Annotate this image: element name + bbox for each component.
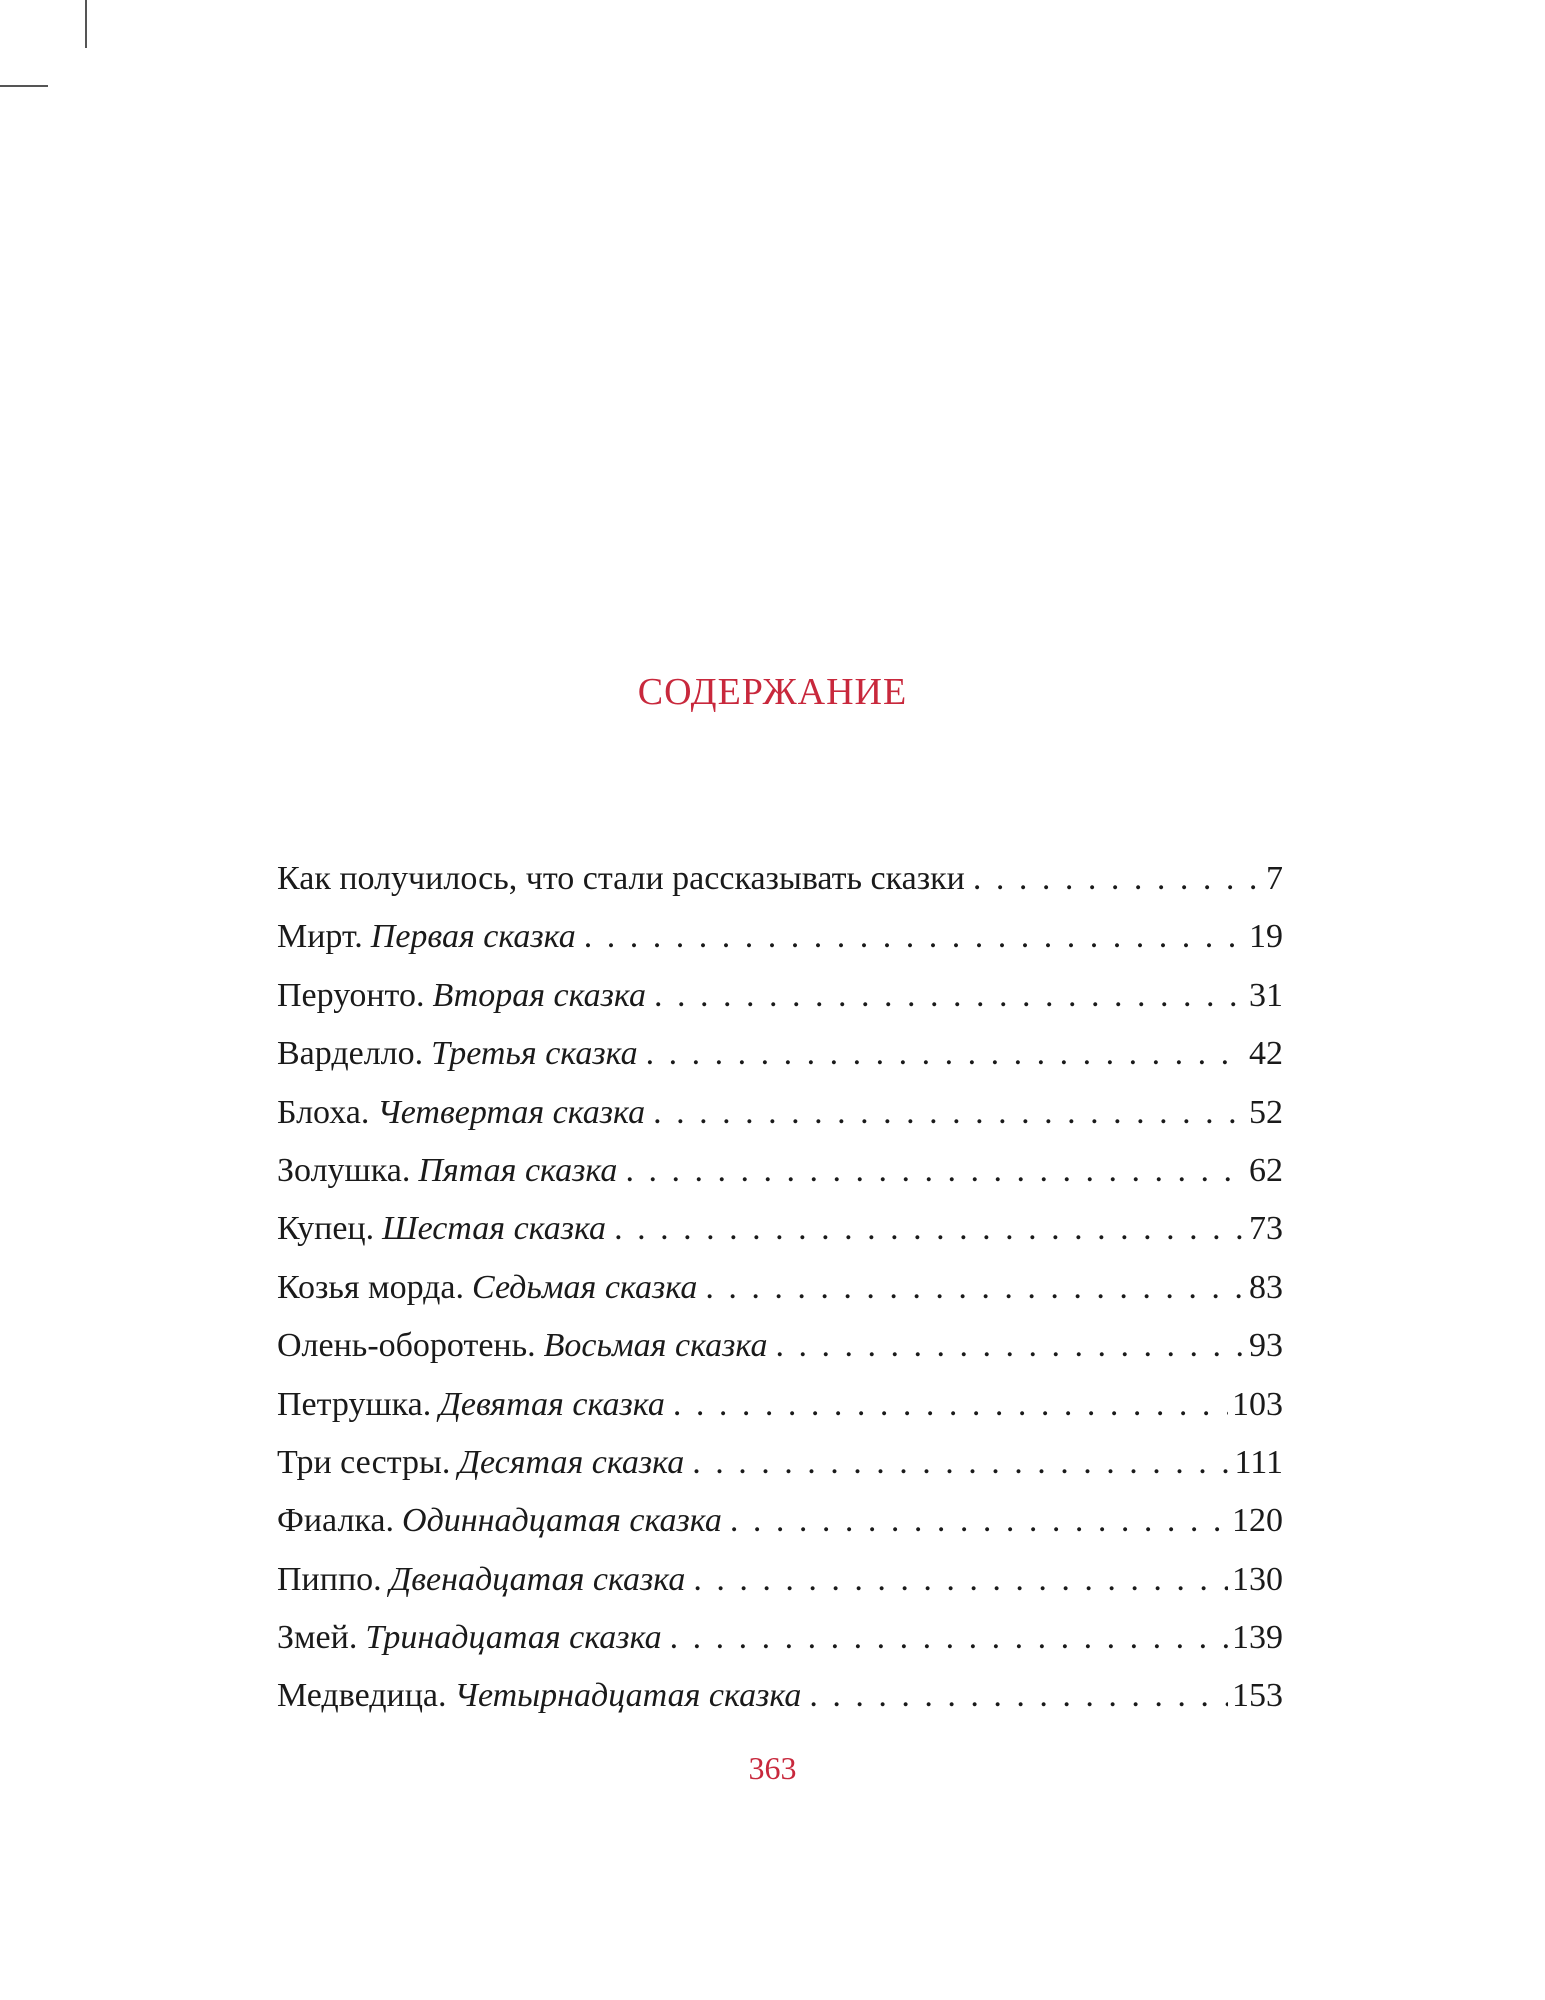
toc-entry[interactable] xyxy=(277,967,1283,1025)
dot-leader xyxy=(705,1259,1245,1317)
toc-entry[interactable] xyxy=(277,1492,1283,1550)
toc-entry-page: 111 xyxy=(1234,1443,1283,1481)
toc-entry-subtitle: Тринадцатая сказка xyxy=(365,1619,662,1657)
dot-leader xyxy=(614,1200,1245,1258)
toc-entry-page: 83 xyxy=(1249,1268,1283,1306)
toc-entry[interactable] xyxy=(277,1025,1283,1083)
toc-entry-page: 73 xyxy=(1249,1210,1283,1248)
toc-entry-page: 31 xyxy=(1249,976,1283,1014)
toc-entry[interactable] xyxy=(277,908,1283,966)
toc-entry-page: 42 xyxy=(1249,1035,1283,1073)
toc-entry-subtitle: Восьмая сказка xyxy=(543,1327,768,1365)
toc-entry-subtitle: Пятая сказка xyxy=(418,1151,618,1189)
toc-entry-subtitle: Девятая сказка xyxy=(439,1385,665,1423)
toc-entry-page: 62 xyxy=(1249,1151,1283,1189)
toc-entry-subtitle: Десятая сказка xyxy=(458,1443,685,1481)
dot-leader xyxy=(653,1084,1245,1142)
dot-leader xyxy=(625,1142,1245,1200)
toc-entry-page: 103 xyxy=(1232,1385,1283,1423)
toc-entry-name: Золушка. xyxy=(277,1151,411,1189)
dot-leader xyxy=(730,1492,1228,1550)
crop-mark-vertical xyxy=(85,0,87,48)
toc-entry-subtitle: Шестая сказка xyxy=(382,1210,607,1248)
toc-entry-page: 7 xyxy=(1266,860,1283,897)
toc-entry-subtitle: Вторая сказка xyxy=(432,976,646,1014)
dot-leader xyxy=(775,1317,1245,1375)
toc-entry-page: 139 xyxy=(1232,1619,1283,1657)
dot-leader xyxy=(670,1609,1228,1667)
toc-entry[interactable] xyxy=(277,1084,1283,1142)
table-of-contents xyxy=(277,850,1283,1726)
page-number: 363 xyxy=(748,1750,797,1786)
toc-entry-name: Перуонто. xyxy=(277,976,425,1014)
toc-entry-name: Как получилось, что стали рассказывать сказки xyxy=(277,860,965,897)
toc-entry-subtitle: Первая сказка xyxy=(370,918,576,956)
toc-entry[interactable] xyxy=(277,1142,1283,1200)
dot-leader xyxy=(692,1434,1230,1492)
toc-entry-name: Медведица. xyxy=(277,1677,447,1715)
toc-entry-name: Купец. xyxy=(277,1210,375,1248)
dot-leader xyxy=(673,1376,1228,1434)
toc-entry-subtitle: Четвертая сказка xyxy=(377,1093,646,1131)
toc-entry-name: Пиппо. xyxy=(277,1560,382,1598)
toc-entry-subtitle: Третья сказка xyxy=(431,1035,638,1073)
crop-mark-horizontal xyxy=(0,85,48,87)
toc-entry-name: Блоха. xyxy=(277,1093,370,1131)
dot-leader xyxy=(973,850,1262,908)
toc-entry[interactable] xyxy=(277,1259,1283,1317)
toc-entry-page: 52 xyxy=(1249,1093,1283,1131)
dot-leader xyxy=(654,967,1245,1025)
toc-entry-page: 153 xyxy=(1232,1677,1283,1715)
toc-entry-name: Олень-оборотень. xyxy=(277,1327,536,1365)
toc-entry[interactable] xyxy=(277,1376,1283,1434)
toc-entry-name: Фиалка. xyxy=(277,1502,395,1540)
toc-entry-name: Петрушка. xyxy=(277,1385,432,1423)
toc-entry[interactable] xyxy=(277,1609,1283,1667)
toc-entry-page: 120 xyxy=(1232,1502,1283,1540)
toc-title: СОДЕРЖАНИЕ xyxy=(637,671,908,713)
toc-entry[interactable] xyxy=(277,1317,1283,1375)
dot-leader xyxy=(646,1025,1245,1083)
toc-entry-name: Змей. xyxy=(277,1619,358,1657)
toc-entry-subtitle: Четырнадцатая сказка xyxy=(454,1677,802,1715)
dot-leader xyxy=(584,908,1245,966)
toc-entry-name: Мирт. xyxy=(277,918,363,956)
toc-entry-subtitle: Двенадцатая сказка xyxy=(389,1560,686,1598)
toc-entry-name: Варделло. xyxy=(277,1035,424,1073)
toc-entry-subtitle: Одиннадцатая сказка xyxy=(402,1502,722,1540)
toc-entry[interactable] xyxy=(277,1200,1283,1258)
toc-entry-page: 130 xyxy=(1232,1560,1283,1598)
dot-leader xyxy=(693,1551,1228,1609)
toc-entry-subtitle: Седьмая сказка xyxy=(472,1268,698,1306)
toc-entry-page: 19 xyxy=(1249,918,1283,956)
dot-leader xyxy=(809,1667,1228,1725)
toc-entry-name: Три сестры. xyxy=(277,1443,451,1481)
toc-entry-name: Козья морда. xyxy=(277,1268,465,1306)
toc-entry[interactable] xyxy=(277,1551,1283,1609)
toc-entry[interactable] xyxy=(277,850,1283,908)
toc-entry[interactable] xyxy=(277,1434,1283,1492)
toc-entry[interactable] xyxy=(277,1667,1283,1725)
toc-entry-page: 93 xyxy=(1249,1327,1283,1365)
